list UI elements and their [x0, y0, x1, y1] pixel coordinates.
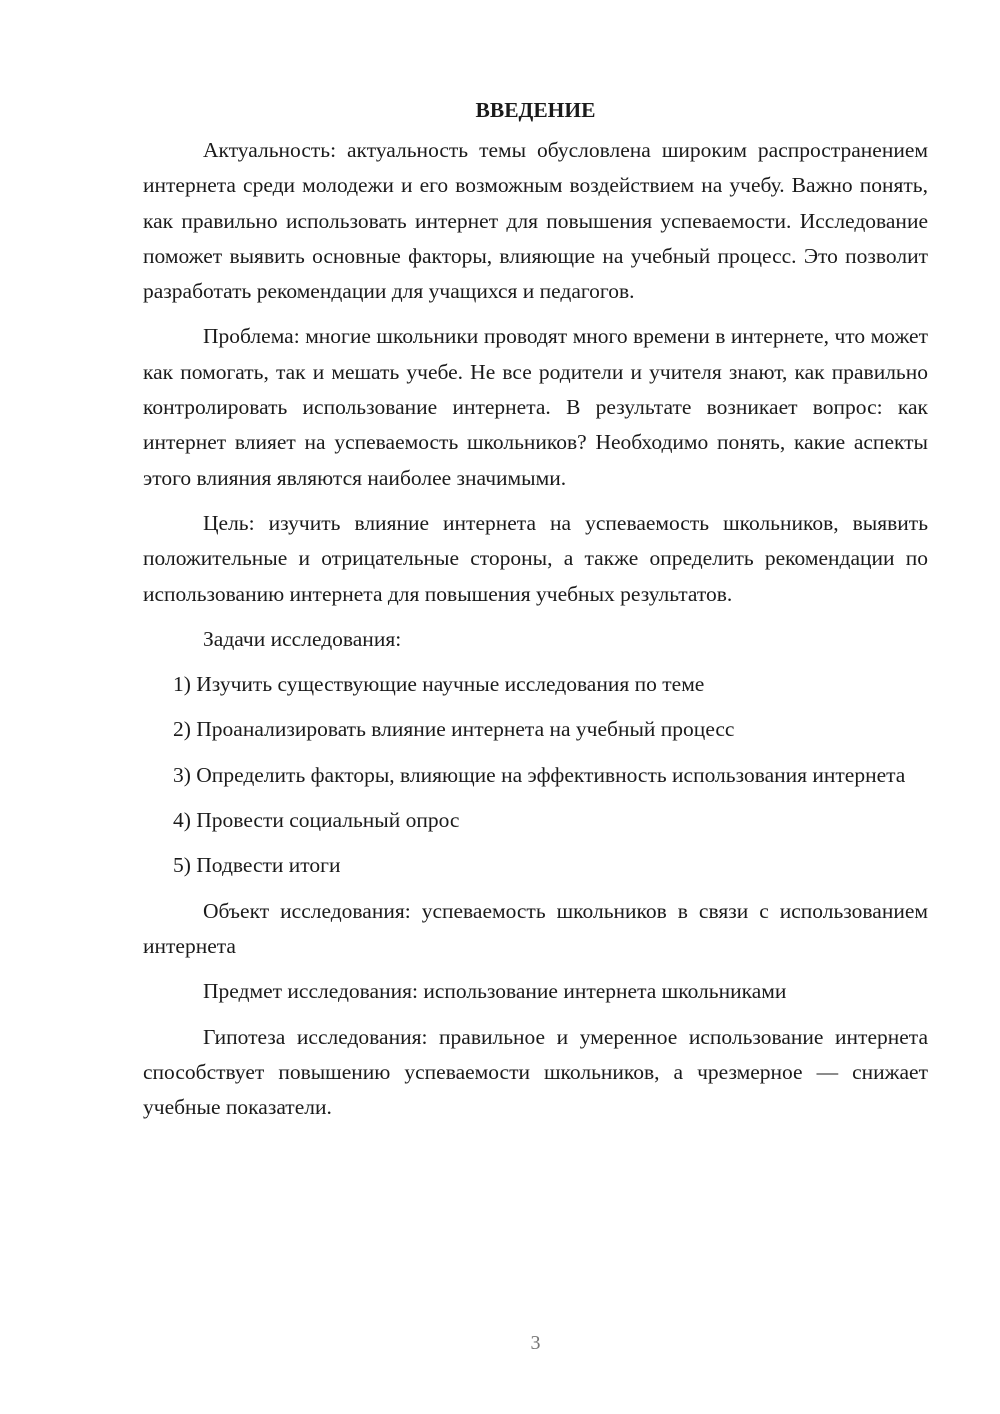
paragraph-problem: Проблема: многие школьники проводят много времени в интернете, что может как помогать, так и мешать учебе. Не все родители и учителя знают, как правильно контролировать использование интернета. В результате возникает вопрос: как интернет влияет на успеваемость школьников? Необходимо понять, какие аспекты этого влияния являются наиболее значимыми.	[143, 324, 928, 490]
document-page	[143, 92, 928, 1135]
task-item-5: 5) Подвести итоги	[173, 853, 341, 878]
task-item-2: 2) Проанализировать влияние интернета на учебный процесс	[173, 717, 735, 742]
task-item-1: 1) Изучить существующие научные исследования по теме	[173, 672, 705, 697]
task-item-4: 4) Провести социальный опрос	[173, 808, 460, 833]
paragraph-object: Объект исследования: успеваемость школьников в связи с использованием интернета	[143, 898, 928, 958]
paragraph-relevance: Актуальность: актуальность темы обусловлена широким распространением интернета среди молодежи и его возможным воздействием на учебу. Важно понять, как правильно использовать интернет для повышения успеваемости. Исследование поможет выявить основные факторы, влияющие на учебный процесс. Это позволит разработать рекомендации для учащихся и педагогов.	[143, 138, 928, 304]
page-number: 3	[530, 1332, 541, 1354]
paragraph-tasks-heading: Задачи исследования:	[203, 626, 402, 651]
paragraph-subject: Предмет исследования: использование интернета школьниками	[203, 979, 787, 1004]
paragraph-hypothesis: Гипотеза исследования: правильное и умеренное использование интернета способствует повышению успеваемости школьников, а чрезмерное — снижает учебные показатели.	[143, 1024, 928, 1120]
paragraph-goal: Цель: изучить влияние интернета на успеваемость школьников, выявить положительные и отрицательные стороны, а также определить рекомендации по использованию интернета для повышения учебных результатов.	[143, 510, 928, 606]
section-title: ВВЕДЕНИЕ	[475, 98, 596, 122]
task-item-3: 3) Определить факторы, влияющие на эффективность использования интернета	[173, 762, 906, 787]
